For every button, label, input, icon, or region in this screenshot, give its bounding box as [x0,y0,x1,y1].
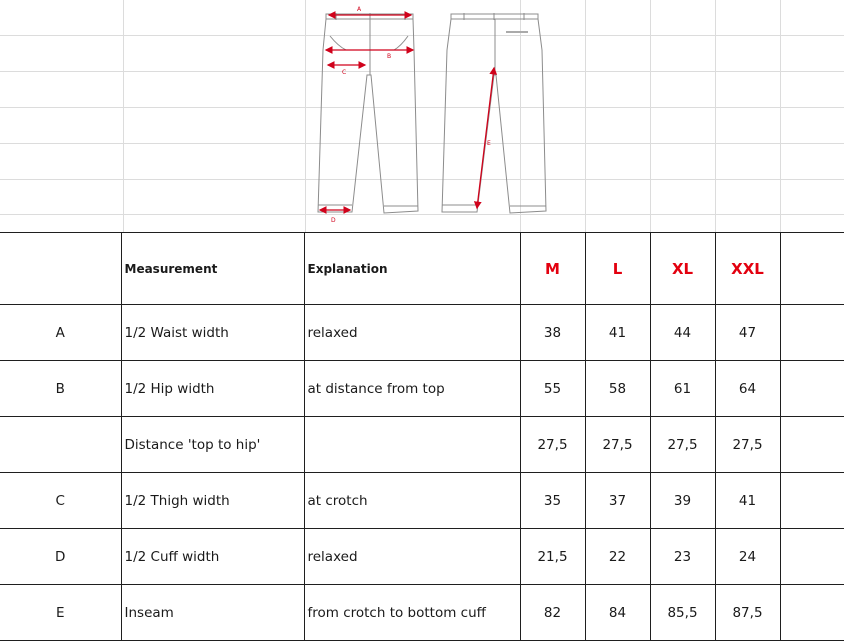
header-size-m: M [520,233,585,305]
value-l: 37 [585,473,650,529]
value-l: 27,5 [585,417,650,473]
measurement-arrows [320,15,494,210]
value-xxl: 27,5 [715,417,780,473]
table-row [0,585,844,641]
row-code [0,417,121,473]
value-l: 58 [585,361,650,417]
label-d: D [331,217,336,224]
label-a: A [357,6,362,13]
empty-cell [780,233,844,305]
empty-cell [780,529,844,585]
value-m: 82 [520,585,585,641]
row-explanation: from crotch to bottom cuff [304,585,520,641]
empty-cell [780,361,844,417]
value-l: 84 [585,585,650,641]
value-m: 27,5 [520,417,585,473]
value-xl: 39 [650,473,715,529]
value-xxl: 24 [715,529,780,585]
value-m: 35 [520,473,585,529]
table-row [0,305,844,361]
value-xxl: 47 [715,305,780,361]
row-explanation: at crotch [304,473,520,529]
value-l: 41 [585,305,650,361]
table-row [0,417,844,473]
empty-cell [780,473,844,529]
value-xxl: 64 [715,361,780,417]
value-xl: 61 [650,361,715,417]
label-c: C [342,69,347,76]
header-code [0,233,121,305]
empty-cell [780,305,844,361]
header-size-l: L [585,233,650,305]
header-size-xl: XL [650,233,715,305]
trousers-front-view [318,13,418,213]
size-table [0,232,844,641]
label-e: E [487,140,491,147]
row-code: A [0,305,121,361]
value-xl: 44 [650,305,715,361]
row-explanation: relaxed [304,305,520,361]
arrow-e [477,68,494,208]
row-explanation: at distance from top [304,361,520,417]
table-row [0,529,844,585]
value-xl: 23 [650,529,715,585]
row-measurement: Inseam [121,585,304,641]
row-code: E [0,585,121,641]
row-code: B [0,361,121,417]
label-b: B [387,53,392,60]
trousers-diagram [0,0,844,232]
header-measurement: Measurement [121,233,304,305]
row-measurement: 1/2 Thigh width [121,473,304,529]
trousers-back-view [442,13,546,213]
value-xl: 85,5 [650,585,715,641]
header-explanation: Explanation [304,233,520,305]
row-measurement: 1/2 Cuff width [121,529,304,585]
value-m: 38 [520,305,585,361]
row-measurement: 1/2 Hip width [121,361,304,417]
value-xxl: 87,5 [715,585,780,641]
row-measurement: 1/2 Waist width [121,305,304,361]
empty-cell [780,585,844,641]
row-measurement: Distance 'top to hip' [121,417,304,473]
table-row [0,361,844,417]
value-l: 22 [585,529,650,585]
header-size-xxl: XXL [715,233,780,305]
empty-cell [780,417,844,473]
value-m: 21,5 [520,529,585,585]
value-xxl: 41 [715,473,780,529]
value-xl: 27,5 [650,417,715,473]
row-code: C [0,473,121,529]
row-explanation: relaxed [304,529,520,585]
table-row [0,473,844,529]
value-m: 55 [520,361,585,417]
table-header-row [0,233,844,305]
row-code: D [0,529,121,585]
row-explanation [304,417,520,473]
